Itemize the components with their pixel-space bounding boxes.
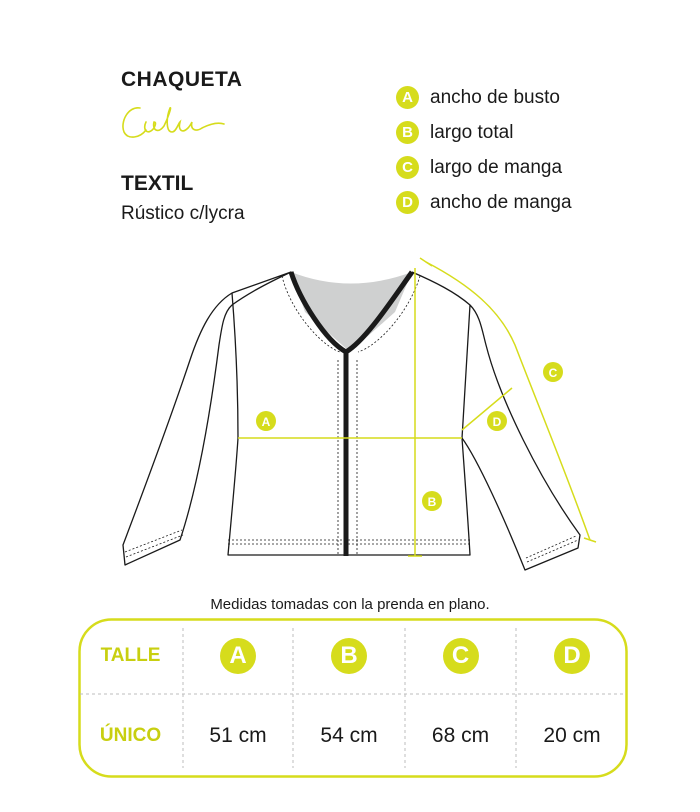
model-name-script <box>118 100 228 145</box>
value-c: 68 cm <box>431 724 490 747</box>
legend-item-a <box>396 80 572 115</box>
column-b-badge: B <box>331 638 367 674</box>
marker-c: C <box>548 366 558 380</box>
legend-label-b: largo total <box>430 121 514 143</box>
fabric-name: Rústico c/lycra <box>121 203 245 224</box>
column-d-header <box>516 618 628 694</box>
value-a: 51 cm <box>209 724 267 747</box>
legend-label-d: ancho de manga <box>430 191 572 213</box>
column-b-header <box>293 618 405 694</box>
jacket-diagram <box>0 240 700 580</box>
jacket-drawing <box>123 272 580 570</box>
marker-a: A <box>261 415 271 429</box>
measurement-legend <box>396 80 572 220</box>
legend-label-c: largo de manga <box>430 156 563 178</box>
value-d: 20 cm <box>543 724 601 747</box>
column-a-badge: A <box>220 638 256 674</box>
textile-heading: TEXTIL <box>121 172 194 195</box>
product-title: CHAQUETA <box>121 68 243 91</box>
column-c-header <box>405 618 516 694</box>
size-table <box>78 618 628 778</box>
legend-item-c <box>396 150 572 185</box>
column-a-header <box>183 618 293 694</box>
legend-label-a: ancho de busto <box>430 86 560 108</box>
measurement-note: Medidas tomadas con la prenda en plano. <box>210 596 490 613</box>
legend-item-b <box>396 115 572 150</box>
size-name: ÚNICO <box>99 725 162 746</box>
badge-b: B <box>396 121 419 144</box>
value-b: 54 cm <box>320 724 378 747</box>
badge-c: C <box>396 156 419 179</box>
badge-d: D <box>396 191 419 214</box>
marker-d: D <box>492 415 502 429</box>
measurement-guides <box>238 258 596 556</box>
column-d-badge: D <box>554 638 590 674</box>
guide-sleeve-length <box>426 262 590 540</box>
badge-a: A <box>396 86 419 109</box>
diagram-markers <box>256 362 563 511</box>
column-c-badge: C <box>443 638 479 674</box>
legend-item-d <box>396 185 572 220</box>
marker-b: B <box>427 495 437 509</box>
size-header: TALLE <box>100 645 161 666</box>
